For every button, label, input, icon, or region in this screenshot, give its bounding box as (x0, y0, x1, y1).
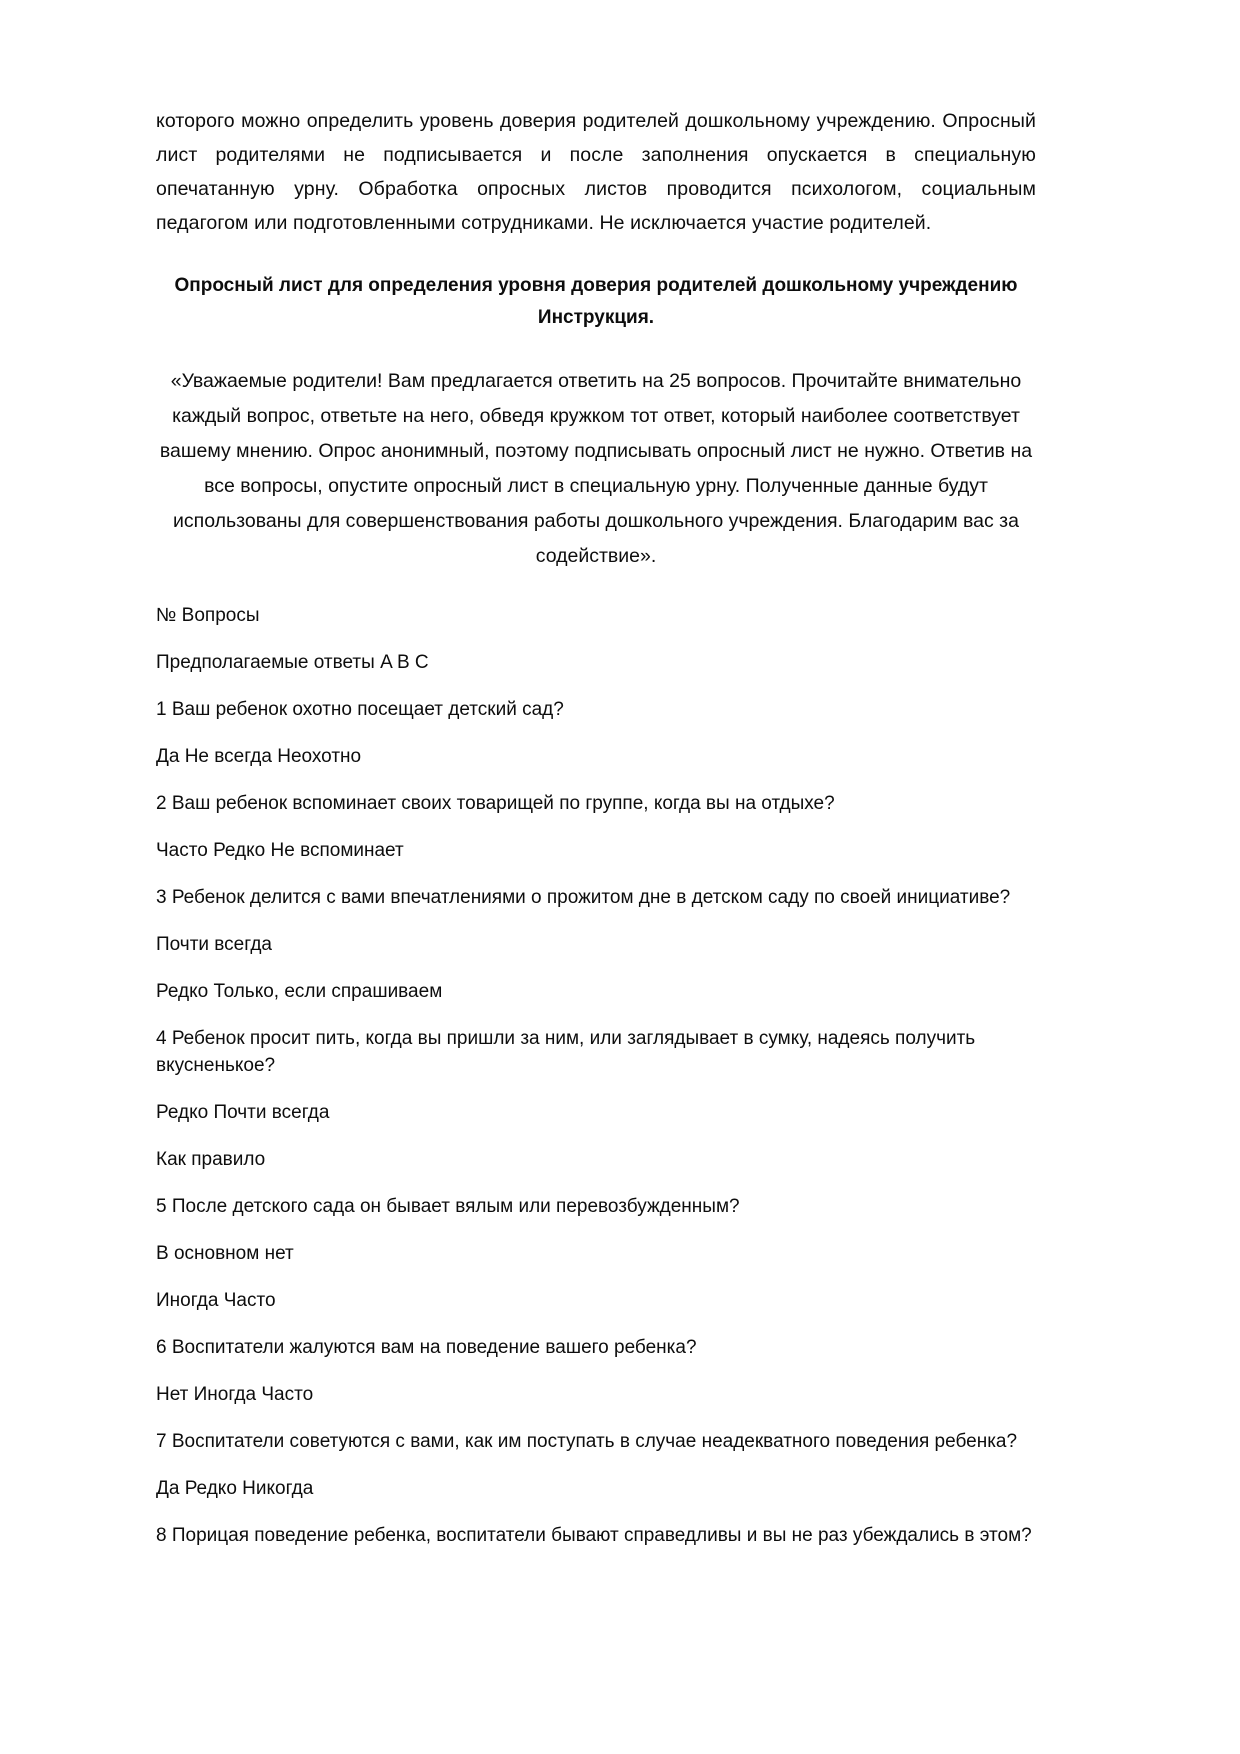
questionnaire-line: Редко Только, если спрашиваем (156, 981, 443, 1002)
questionnaire-line: Часто Редко Не вспоминает (156, 840, 404, 861)
instruction-paragraph: «Уважаемые родители! Вам предлагается ответить на 25 вопросов. Прочитайте внимательно каждый вопрос, ответьте на него, обведя кружком тот ответ, который наиболее соответствует вашему мнению. Опрос анонимный, поэтому подписывать опросный лист не нужно. Ответив на все вопросы, опустите опросный лист в специальную урну. Полученные данные будут использованы для совершенствования работы дошкольного учреждения. Благодарим вас за содействие». (159, 370, 1033, 567)
questionnaire-line: В основном нет (156, 1243, 294, 1264)
questionnaire-line: Да Не всегда Неохотно (156, 746, 362, 767)
questionnaire-line: 5 После детского сада он бывает вялым или перевозбужденным? (156, 1196, 740, 1217)
document-body (156, 104, 1036, 1549)
questionnaire-line: Почти всегда (156, 934, 272, 955)
questions-answers-list (156, 602, 1036, 1549)
questionnaire-line: Редко Почти всегда (156, 1102, 330, 1123)
questionnaire-line: 7 Воспитатели советуются с вами, как им поступать в случае неадекватного поведения ребенка? (156, 1431, 1018, 1452)
questionnaire-line: 3 Ребенок делится с вами впечатлениями о прожитом дне в детском саду по своей инициативе? (156, 887, 1011, 908)
questionnaire-line: 4 Ребенок просит пить, когда вы пришли за ним, или заглядывает в сумку, надеясь получить вкусненькое? (156, 1028, 976, 1076)
questionnaire-line: 1 Ваш ребенок охотно посещает детский сад? (156, 699, 564, 720)
questionnaire-line: Предполагаемые ответы A B C (156, 652, 429, 673)
questionnaire-line: Нет Иногда Часто (156, 1384, 314, 1405)
heading-title: Опросный лист для определения уровня доверия родителей дошкольному учреждению (174, 275, 1018, 296)
intro-paragraph: которого можно определить уровень доверия родителей дошкольному учреждению. Опросный лист родителями не подписывается и после заполнения опускается в специальную опечатанную урну. Обработка опросных листов проводится психологом, социальным педагогом или подготовленными сотрудниками. Не исключается участие родителей. (156, 110, 1036, 234)
questionnaire-line: Да Редко Никогда (156, 1478, 314, 1499)
questionnaire-line: Как правило (156, 1149, 266, 1170)
questionnaire-line: 2 Ваш ребенок вспоминает своих товарищей по группе, когда вы на отдыхе? (156, 793, 835, 814)
questionnaire-line: Иногда Часто (156, 1290, 276, 1311)
questionnaire-heading (156, 270, 1036, 334)
questionnaire-line: № Вопросы (156, 605, 260, 626)
questionnaire-line: 8 Порицая поведение ребенка, воспитатели бывают справедливы и вы не раз убеждались в этом? (156, 1525, 1032, 1546)
questionnaire-line: 6 Воспитатели жалуются вам на поведение вашего ребенка? (156, 1337, 697, 1358)
heading-subtitle: Инструкция. (537, 307, 655, 328)
